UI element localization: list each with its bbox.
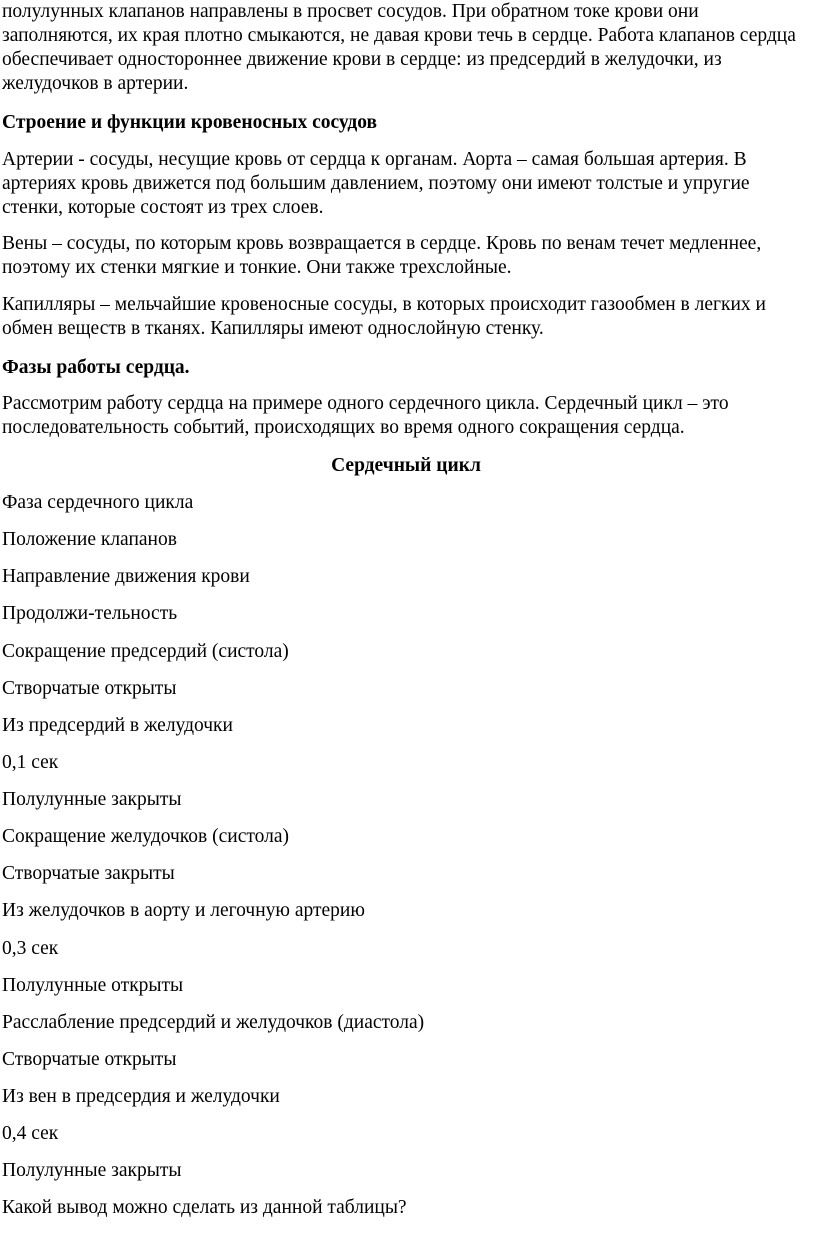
intro-paragraph: полулунных клапанов направлены в просвет сосудов. При обратном токе крови они заполняются, их края плотно смыкаются, не давая крови течь в сердце. Работа клапанов сердца обеспечивает одностороннее движение крови в сердце: из предсердий в желудочки, из желудочков в артерии. bbox=[2, 1, 796, 94]
table-header-cell: Фаза сердечного цикла bbox=[2, 492, 194, 513]
table-cell: Из желудочков в аорту и легочную артерию bbox=[2, 900, 365, 921]
table-cell: Сокращение желудочков (систола) bbox=[2, 826, 289, 847]
table-cell: 0,3 сек bbox=[2, 938, 59, 959]
table-cell: Полулунные закрыты bbox=[2, 1160, 182, 1181]
table-cell: Створчатые открыты bbox=[2, 678, 177, 699]
question-paragraph: Какой вывод можно сделать из данной таблицы? bbox=[2, 1197, 407, 1218]
veins-paragraph: Вены – сосуды, по которым кровь возвращается в сердце. Кровь по венам течет медленнее, поэтому их стенки мягкие и тонкие. Они также трехслойные. bbox=[2, 233, 762, 278]
table-cell: 0,1 сек bbox=[2, 752, 59, 773]
table-header-cell: Продолжи-тельность bbox=[2, 603, 178, 624]
table-header-cell: Направление движения крови bbox=[2, 566, 250, 587]
table-cell: 0,4 сек bbox=[2, 1123, 59, 1144]
table-cell: Из предсердий в желудочки bbox=[2, 715, 233, 736]
cycle-intro-paragraph: Рассмотрим работу сердца на примере одного сердечного цикла. Сердечный цикл – это последовательность событий, происходящих во время одного сокращения сердца. bbox=[2, 393, 729, 438]
table-cell: Из вен в предсердия и желудочки bbox=[2, 1086, 280, 1107]
capillaries-paragraph: Капилляры – мельчайшие кровеносные сосуды, в которых происходит газообмен в легких и обмен веществ в тканях. Капилляры имеют однослойную стенку. bbox=[2, 294, 766, 339]
heading-vessels: Строение и функции кровеносных сосудов bbox=[2, 112, 378, 133]
table-cell: Сокращение предсердий (систола) bbox=[2, 641, 289, 662]
table-cell: Створчатые открыты bbox=[2, 1049, 177, 1070]
table-cell: Полулунные закрыты bbox=[2, 789, 182, 810]
arteries-paragraph: Артерии - сосуды, несущие кровь от сердца к органам. Аорта – самая большая артерия. В артериях кровь движется под большим давлением, поэтому они имеют толстые и упругие стенки, которые состоят из трех слоев. bbox=[2, 149, 750, 218]
table-cell: Полулунные открыты bbox=[2, 975, 184, 996]
table-cell: Расслабление предсердий и желудочков (диастола) bbox=[2, 1012, 425, 1033]
table-header-cell: Положение клапанов bbox=[2, 529, 177, 550]
table-cell: Створчатые закрыты bbox=[2, 863, 175, 884]
table-title: Сердечный цикл bbox=[331, 455, 481, 476]
heading-phases: Фазы работы сердца. bbox=[2, 357, 190, 378]
